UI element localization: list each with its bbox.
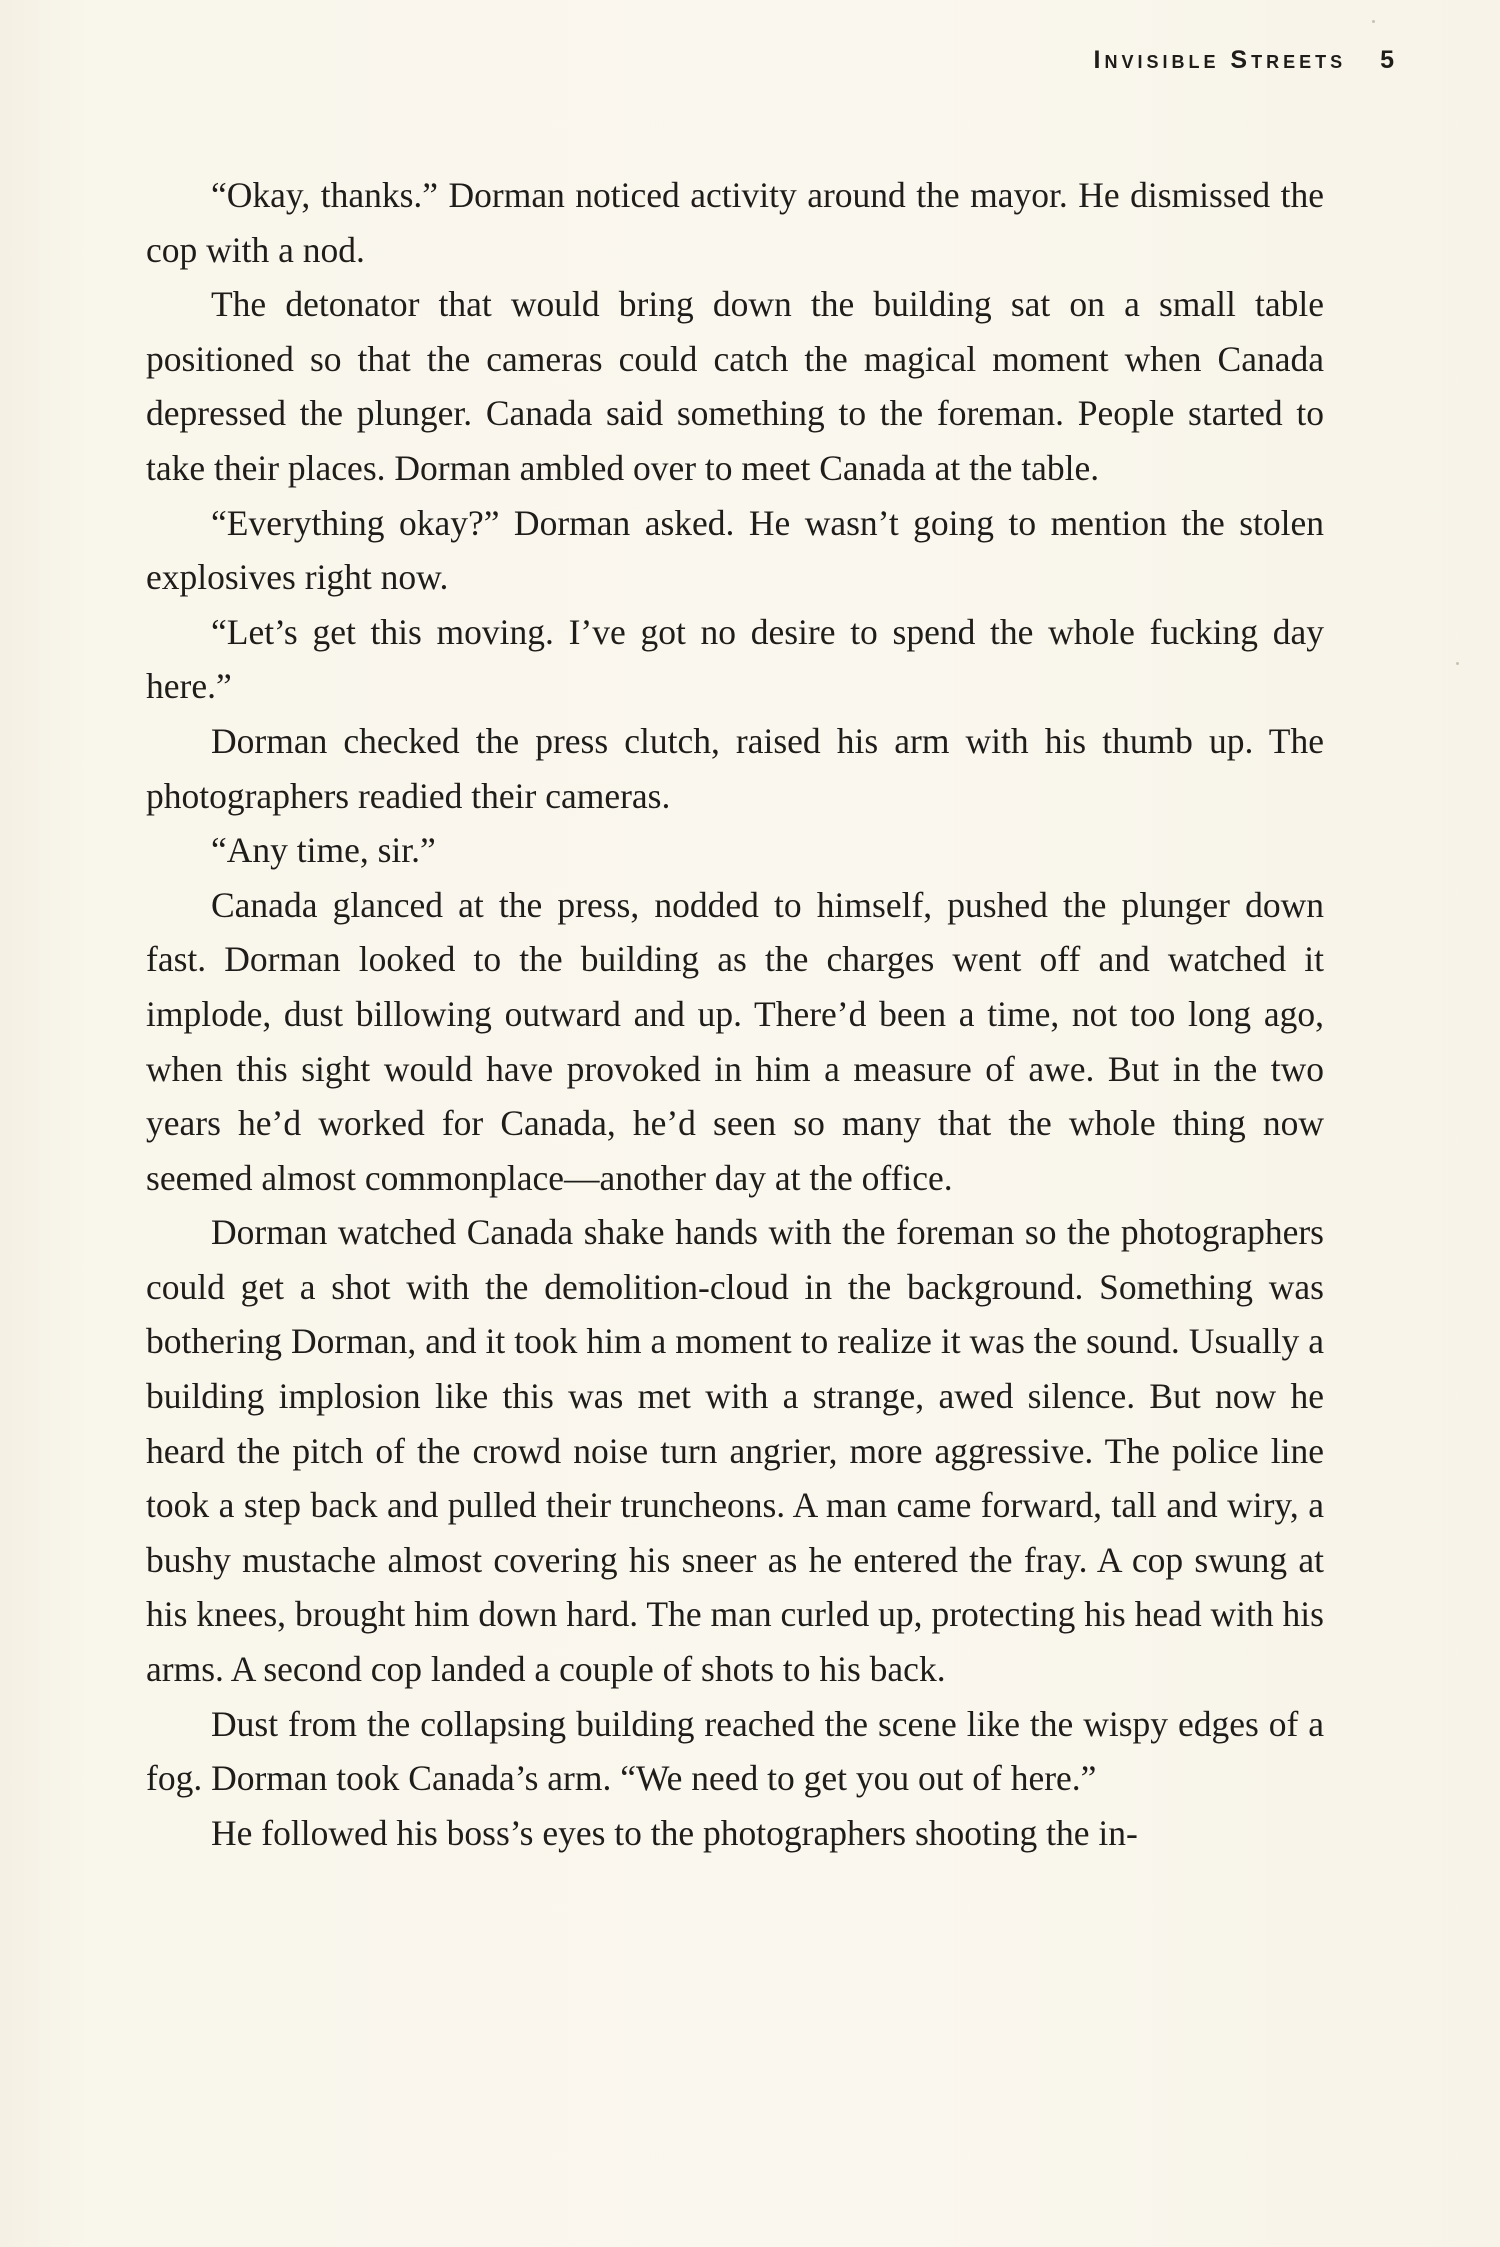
running-title: Invisible Streets [1093,46,1347,74]
paragraph: Canada glanced at the press, nodded to himself, pushed the plunger down fast. Dorman looked to the building as the charges went off and watched it implode, dust billowing outward and up. There’d been a time, not too long ago, when this sight would have provoked in him a measure of awe. But in the two years he’d worked for Canada, he’d seen so many that the whole thing now seemed almost commonplace—another day at the office. [146,884,1324,1198]
running-head [1094,46,1395,75]
paragraph: “Everything okay?” Dorman asked. He wasn’t going to mention the stolen explosives right now. [146,502,1324,598]
body-text [146,168,1324,1860]
paragraph: “Any time, sir.” [211,830,436,871]
paragraph: Dorman watched Canada shake hands with the foreman so the photographers could get a shot with the demolition-cloud in the background. Something was bothering Dorman, and it took him a moment to realize it was the sound. Usually a building implosion like this was met with a strange, awed silence. But now he heard the pitch of the crowd noise turn angrier, more aggressive. The police line took a step back and pulled their truncheons. A man came forward, tall and wiry, a bushy mustache almost covering his sneer as he entered the fray. A cop swung at his knees, brought him down hard. The man curled up, protecting his head with his arms. A second cop landed a couple of shots to his back. [146,1212,1324,1690]
paragraph: Dorman checked the press clutch, raised his arm with his thumb up. The photographers readied their cameras. [146,720,1324,816]
paper-speck [1456,662,1459,665]
paragraph: He followed his boss’s eyes to the photographers shooting the in- [211,1812,1138,1853]
paragraph: The detonator that would bring down the building sat on a small table positioned so that the cameras could catch the magical moment when Canada depressed the plunger. Canada said something to the foreman. People started to take their places. Dorman ambled over to meet Canada at the table. [146,284,1324,488]
paragraph: Dust from the collapsing building reached the scene like the wispy edges of a fog. Dorman took Canada’s arm. “We need to get you out of here.” [146,1703,1324,1799]
paragraph: “Okay, thanks.” Dorman noticed activity around the mayor. He dismissed the cop with a nod. [146,175,1324,270]
page-number: 5 [1380,46,1394,74]
paragraph: “Let’s get this moving. I’ve got no desire to spend the whole fucking day here.” [146,611,1324,707]
paper-speck [1372,20,1375,23]
